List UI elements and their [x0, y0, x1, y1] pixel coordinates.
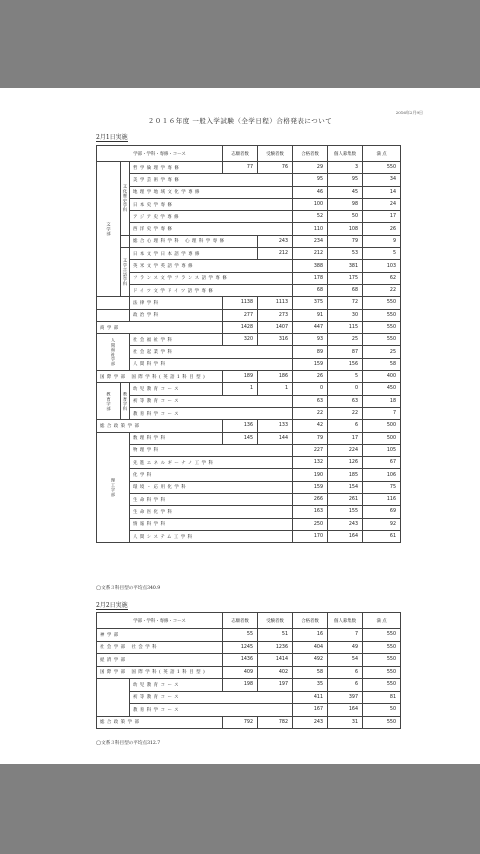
cell-b: 381 — [328, 260, 363, 272]
cell-b: 234 — [293, 235, 328, 247]
document-date: 2016年2月9日 — [395, 110, 423, 115]
cell-b: 397 — [328, 691, 363, 704]
course-label: ドイツ文学ドイツ語学専修 — [130, 284, 293, 296]
table-row — [97, 321, 401, 333]
table-row — [97, 679, 401, 692]
cell-d: 0 — [328, 383, 363, 395]
cell-a: 277 — [223, 309, 258, 321]
course-label: 商学部 — [97, 321, 223, 333]
header-points: 満 点 — [363, 146, 401, 162]
cell-b: 63 — [328, 395, 363, 407]
course-label: 生命医化学科 — [130, 506, 293, 518]
course-label: 神学部 — [97, 629, 223, 642]
cell-d: 17 — [328, 432, 363, 444]
document-page — [0, 88, 480, 764]
table-row — [97, 334, 401, 346]
cell-a: 68 — [293, 284, 328, 296]
cell-a: 409 — [223, 666, 258, 679]
cell-d: 9 — [363, 235, 401, 247]
cell-b: 186 — [258, 371, 293, 383]
course-label: 教育科学コース — [130, 407, 293, 419]
table-row — [97, 174, 401, 186]
course-label: 初等教育コース — [130, 395, 293, 407]
cell-d: 31 — [328, 716, 363, 729]
cell-a: 189 — [223, 371, 258, 383]
cell-c: 67 — [363, 457, 401, 469]
course-label: 幼児教育コース — [130, 679, 223, 692]
cell-a: 190 — [293, 469, 328, 481]
table-row — [97, 481, 401, 493]
cell-d: 3 — [328, 162, 363, 174]
cell-c: 62 — [363, 272, 401, 284]
table-row — [97, 309, 401, 321]
cell-d: 6 — [328, 679, 363, 692]
course-label: 経済学部 — [97, 654, 223, 667]
cell-c: 447 — [293, 321, 328, 333]
cell-c: 91 — [293, 309, 328, 321]
cell-c: 34 — [363, 174, 401, 186]
cell-b: 224 — [328, 444, 363, 456]
table-row — [97, 284, 401, 296]
cell-c: 69 — [363, 506, 401, 518]
cell-c: 26 — [293, 371, 328, 383]
table-row — [97, 223, 401, 235]
cell-e: 550 — [363, 654, 401, 667]
table-row — [97, 494, 401, 506]
table-row — [97, 530, 401, 542]
group-label — [121, 235, 130, 247]
cell-c: 50 — [363, 704, 401, 717]
cell-e: 550 — [363, 162, 401, 174]
cell-a: 212 — [258, 248, 293, 260]
cell-c: 243 — [293, 716, 328, 729]
table-row — [97, 506, 401, 518]
cell-b: 261 — [328, 494, 363, 506]
course-label: 政治学科 — [130, 309, 223, 321]
table-row — [97, 248, 401, 260]
table-row — [97, 641, 401, 654]
cell-a: 1 — [223, 383, 258, 395]
table-row — [97, 704, 401, 717]
header-quota: 個人募集数 — [328, 146, 363, 162]
cell-a: 167 — [293, 704, 328, 717]
course-label: フランス文学フランス語学専修 — [130, 272, 293, 284]
cell-c: 79 — [328, 235, 363, 247]
note-average-feb1: ◯文系３科目型の平均点340.9 — [96, 586, 161, 591]
course-label: 総合政策学部 — [97, 420, 223, 432]
header-course: 学部・学科・専修・コース — [97, 146, 223, 162]
cell-c: 53 — [328, 248, 363, 260]
cell-c: 404 — [293, 641, 328, 654]
table-row — [97, 457, 401, 469]
cell-c: 42 — [293, 420, 328, 432]
cell-a: 266 — [293, 494, 328, 506]
cell-b: 45 — [328, 186, 363, 198]
cell-c: 35 — [293, 679, 328, 692]
table-row — [97, 235, 401, 247]
cell-c: 14 — [363, 186, 401, 198]
table-row — [97, 666, 401, 679]
table-row — [97, 444, 401, 456]
table-row — [97, 420, 401, 432]
cell-e: 500 — [363, 432, 401, 444]
table-row — [97, 395, 401, 407]
cell-a: 388 — [293, 260, 328, 272]
cell-b: 51 — [258, 629, 293, 642]
cell-e: 550 — [363, 679, 401, 692]
cell-c: 29 — [293, 162, 328, 174]
table-row — [97, 186, 401, 198]
course-label: 国際学部 国際学科(英語1科目型) — [97, 666, 223, 679]
cell-a: 250 — [293, 518, 328, 530]
cell-e: 500 — [363, 420, 401, 432]
table-row — [97, 654, 401, 667]
cell-d: 54 — [328, 654, 363, 667]
table-row — [97, 371, 401, 383]
group-label: 文学言語学科 — [121, 248, 130, 297]
cell-c: 18 — [363, 395, 401, 407]
cell-a: 178 — [293, 272, 328, 284]
course-label: 生命科学科 — [130, 494, 293, 506]
cell-a: 110 — [293, 223, 328, 235]
cell-b: 1407 — [258, 321, 293, 333]
cell-a: 89 — [293, 346, 328, 358]
cell-a: 170 — [293, 530, 328, 542]
course-label: 美学芸術学専修 — [130, 174, 293, 186]
table-row — [97, 407, 401, 419]
table-row — [97, 346, 401, 358]
cell-c: 58 — [363, 358, 401, 370]
cell-a: 411 — [293, 691, 328, 704]
cell-c: 75 — [363, 481, 401, 493]
table-row — [97, 629, 401, 642]
table-row — [97, 162, 401, 174]
cell-b: 316 — [258, 334, 293, 346]
cell-a: 132 — [293, 457, 328, 469]
cell-b: 164 — [328, 704, 363, 717]
course-label: 人間システム工学科 — [130, 530, 293, 542]
group-label: 人間福祉学部 — [97, 334, 130, 371]
header-examinees: 受験者数 — [258, 146, 293, 162]
cell-a: 95 — [293, 174, 328, 186]
cell-a: 1138 — [223, 297, 258, 309]
cell-b: 1 — [258, 383, 293, 395]
cell-b: 197 — [258, 679, 293, 692]
cell-a: 1245 — [223, 641, 258, 654]
results-table-feb1 — [96, 145, 401, 543]
cell-a: 159 — [293, 358, 328, 370]
cell-b: 212 — [293, 248, 328, 260]
table-row — [97, 432, 401, 444]
cell-b: 50 — [328, 211, 363, 223]
cell-b: 156 — [328, 358, 363, 370]
cell-c: 92 — [363, 518, 401, 530]
cell-c: 61 — [363, 530, 401, 542]
course-label: 教育科学コース — [130, 704, 293, 717]
cell-b: 175 — [328, 272, 363, 284]
course-label: 物理学科 — [130, 444, 293, 456]
table-row — [97, 198, 401, 210]
cell-d: 5 — [363, 248, 401, 260]
course-label: 日本文学日本語学専修 — [130, 248, 258, 260]
course-label: 法律学科 — [130, 297, 223, 309]
course-label: 哲学倫理学専修 — [130, 162, 223, 174]
cell-d: 6 — [328, 666, 363, 679]
cell-d: 7 — [328, 629, 363, 642]
course-label: 国際学部 国際学科(英語1科目型) — [97, 371, 223, 383]
cell-a: 243 — [258, 235, 293, 247]
cell-b: 1414 — [258, 654, 293, 667]
cell-e: 550 — [363, 309, 401, 321]
header-examinees: 受験者数 — [258, 613, 293, 629]
section-heading-feb1: 2月1日実施 — [96, 134, 128, 141]
cell-e: 450 — [363, 383, 401, 395]
cell-c: 375 — [293, 297, 328, 309]
cell-d: 6 — [328, 420, 363, 432]
cell-c: 105 — [363, 444, 401, 456]
header-passed: 合格者数 — [293, 613, 328, 629]
cell-b: 1236 — [258, 641, 293, 654]
table-row — [97, 260, 401, 272]
course-label: 社会起業学科 — [130, 346, 293, 358]
course-label: アジア史学専修 — [130, 211, 293, 223]
cell-a: 77 — [223, 162, 258, 174]
table-row — [97, 716, 401, 729]
cell-e: 550 — [363, 297, 401, 309]
course-label: 人間科学科 — [130, 358, 293, 370]
cell-a: 198 — [223, 679, 258, 692]
group-label — [97, 679, 130, 717]
cell-b: 782 — [258, 716, 293, 729]
cell-b: 185 — [328, 469, 363, 481]
section-underline — [96, 609, 128, 610]
cell-c: 58 — [293, 666, 328, 679]
table-row — [97, 383, 401, 395]
header-quota: 個人募集数 — [328, 613, 363, 629]
group-label: 教育学部 — [97, 383, 121, 420]
cell-c: 7 — [363, 407, 401, 419]
course-label: 総合心理科学科 心理科学専修 — [130, 235, 258, 247]
cell-a: 320 — [223, 334, 258, 346]
group-label — [97, 309, 130, 321]
cell-c: 79 — [293, 432, 328, 444]
cell-c: 81 — [363, 691, 401, 704]
header-passed: 合格者数 — [293, 146, 328, 162]
course-label: 総合政策学部 — [97, 716, 223, 729]
table-row — [97, 469, 401, 481]
cell-b: 402 — [258, 666, 293, 679]
cell-e: 550 — [363, 629, 401, 642]
group-label: 教育学科 — [121, 383, 130, 420]
section-heading-feb2: 2月2日実施 — [96, 602, 128, 609]
cell-a: 145 — [223, 432, 258, 444]
table-row — [97, 211, 401, 223]
cell-b: 22 — [328, 407, 363, 419]
cell-c: 24 — [363, 198, 401, 210]
header-applicants: 志願者数 — [223, 613, 258, 629]
cell-e: 550 — [363, 321, 401, 333]
cell-c: 492 — [293, 654, 328, 667]
cell-b: 155 — [328, 506, 363, 518]
cell-d: 72 — [328, 297, 363, 309]
cell-d: 5 — [328, 371, 363, 383]
table-row — [97, 358, 401, 370]
table-row — [97, 518, 401, 530]
cell-a: 52 — [293, 211, 328, 223]
group-label: 文化歴史学科 — [121, 162, 130, 236]
course-label: 化学科 — [130, 469, 293, 481]
cell-e: 550 — [363, 334, 401, 346]
cell-a: 227 — [293, 444, 328, 456]
cell-e: 550 — [363, 641, 401, 654]
cell-e: 550 — [363, 666, 401, 679]
cell-b: 243 — [328, 518, 363, 530]
cell-e: 550 — [363, 716, 401, 729]
cell-d: 25 — [328, 334, 363, 346]
header-course: 学部・学科・専修・コース — [97, 613, 223, 629]
cell-c: 26 — [363, 223, 401, 235]
cell-b: 87 — [328, 346, 363, 358]
cell-c: 103 — [363, 260, 401, 272]
cell-b: 95 — [328, 174, 363, 186]
course-label: 社会福祉学科 — [130, 334, 223, 346]
header-applicants: 志願者数 — [223, 146, 258, 162]
cell-b: 1113 — [258, 297, 293, 309]
cell-a: 100 — [293, 198, 328, 210]
course-label: 英米文学英語学専修 — [130, 260, 293, 272]
course-label: 西洋史学専修 — [130, 223, 293, 235]
cell-c: 0 — [293, 383, 328, 395]
cell-a: 1428 — [223, 321, 258, 333]
course-label: 幼児教育コース — [130, 383, 223, 395]
course-label: 日本史学専修 — [130, 198, 293, 210]
course-label: 環境・応用化学科 — [130, 481, 293, 493]
cell-e: 400 — [363, 371, 401, 383]
cell-d: 30 — [328, 309, 363, 321]
cell-a: 63 — [293, 395, 328, 407]
cell-b: 144 — [258, 432, 293, 444]
cell-a: 136 — [223, 420, 258, 432]
cell-a: 46 — [293, 186, 328, 198]
table-row — [97, 297, 401, 309]
cell-a: 22 — [293, 407, 328, 419]
cell-b: 154 — [328, 481, 363, 493]
group-label — [97, 297, 130, 309]
cell-a: 55 — [223, 629, 258, 642]
cell-b: 68 — [328, 284, 363, 296]
course-label: 数理科学科 — [130, 432, 223, 444]
cell-b: 108 — [328, 223, 363, 235]
cell-c: 25 — [363, 346, 401, 358]
course-label: 社会学部 社会学科 — [97, 641, 223, 654]
cell-b: 164 — [328, 530, 363, 542]
course-label: 初等教育コース — [130, 691, 293, 704]
cell-c: 22 — [363, 284, 401, 296]
cell-a: 1436 — [223, 654, 258, 667]
document-title: ２０１６年度 一般入学試験（全学日程）合格発表について — [147, 117, 333, 125]
cell-b: 98 — [328, 198, 363, 210]
cell-d: 115 — [328, 321, 363, 333]
course-label: 情報科学科 — [130, 518, 293, 530]
cell-a: 163 — [293, 506, 328, 518]
results-table-feb2 — [96, 612, 401, 729]
section-underline — [96, 141, 128, 142]
group-label: 文学部 — [97, 162, 121, 297]
course-label: 地理学地域文化学専修 — [130, 186, 293, 198]
header-points: 満 点 — [363, 613, 401, 629]
cell-a: 159 — [293, 481, 328, 493]
table-row — [97, 691, 401, 704]
course-label: 先進エネルギーナノ工学科 — [130, 457, 293, 469]
cell-c: 16 — [293, 629, 328, 642]
cell-b: 273 — [258, 309, 293, 321]
cell-c: 116 — [363, 494, 401, 506]
cell-d: 49 — [328, 641, 363, 654]
note-average-feb2: ◯文系３科目型の平均点312.7 — [96, 741, 161, 746]
cell-c: 93 — [293, 334, 328, 346]
cell-b: 126 — [328, 457, 363, 469]
cell-c: 17 — [363, 211, 401, 223]
cell-b: 76 — [258, 162, 293, 174]
table-row — [97, 272, 401, 284]
cell-c: 106 — [363, 469, 401, 481]
group-label: 理工学部 — [97, 432, 130, 543]
cell-a: 792 — [223, 716, 258, 729]
cell-b: 133 — [258, 420, 293, 432]
